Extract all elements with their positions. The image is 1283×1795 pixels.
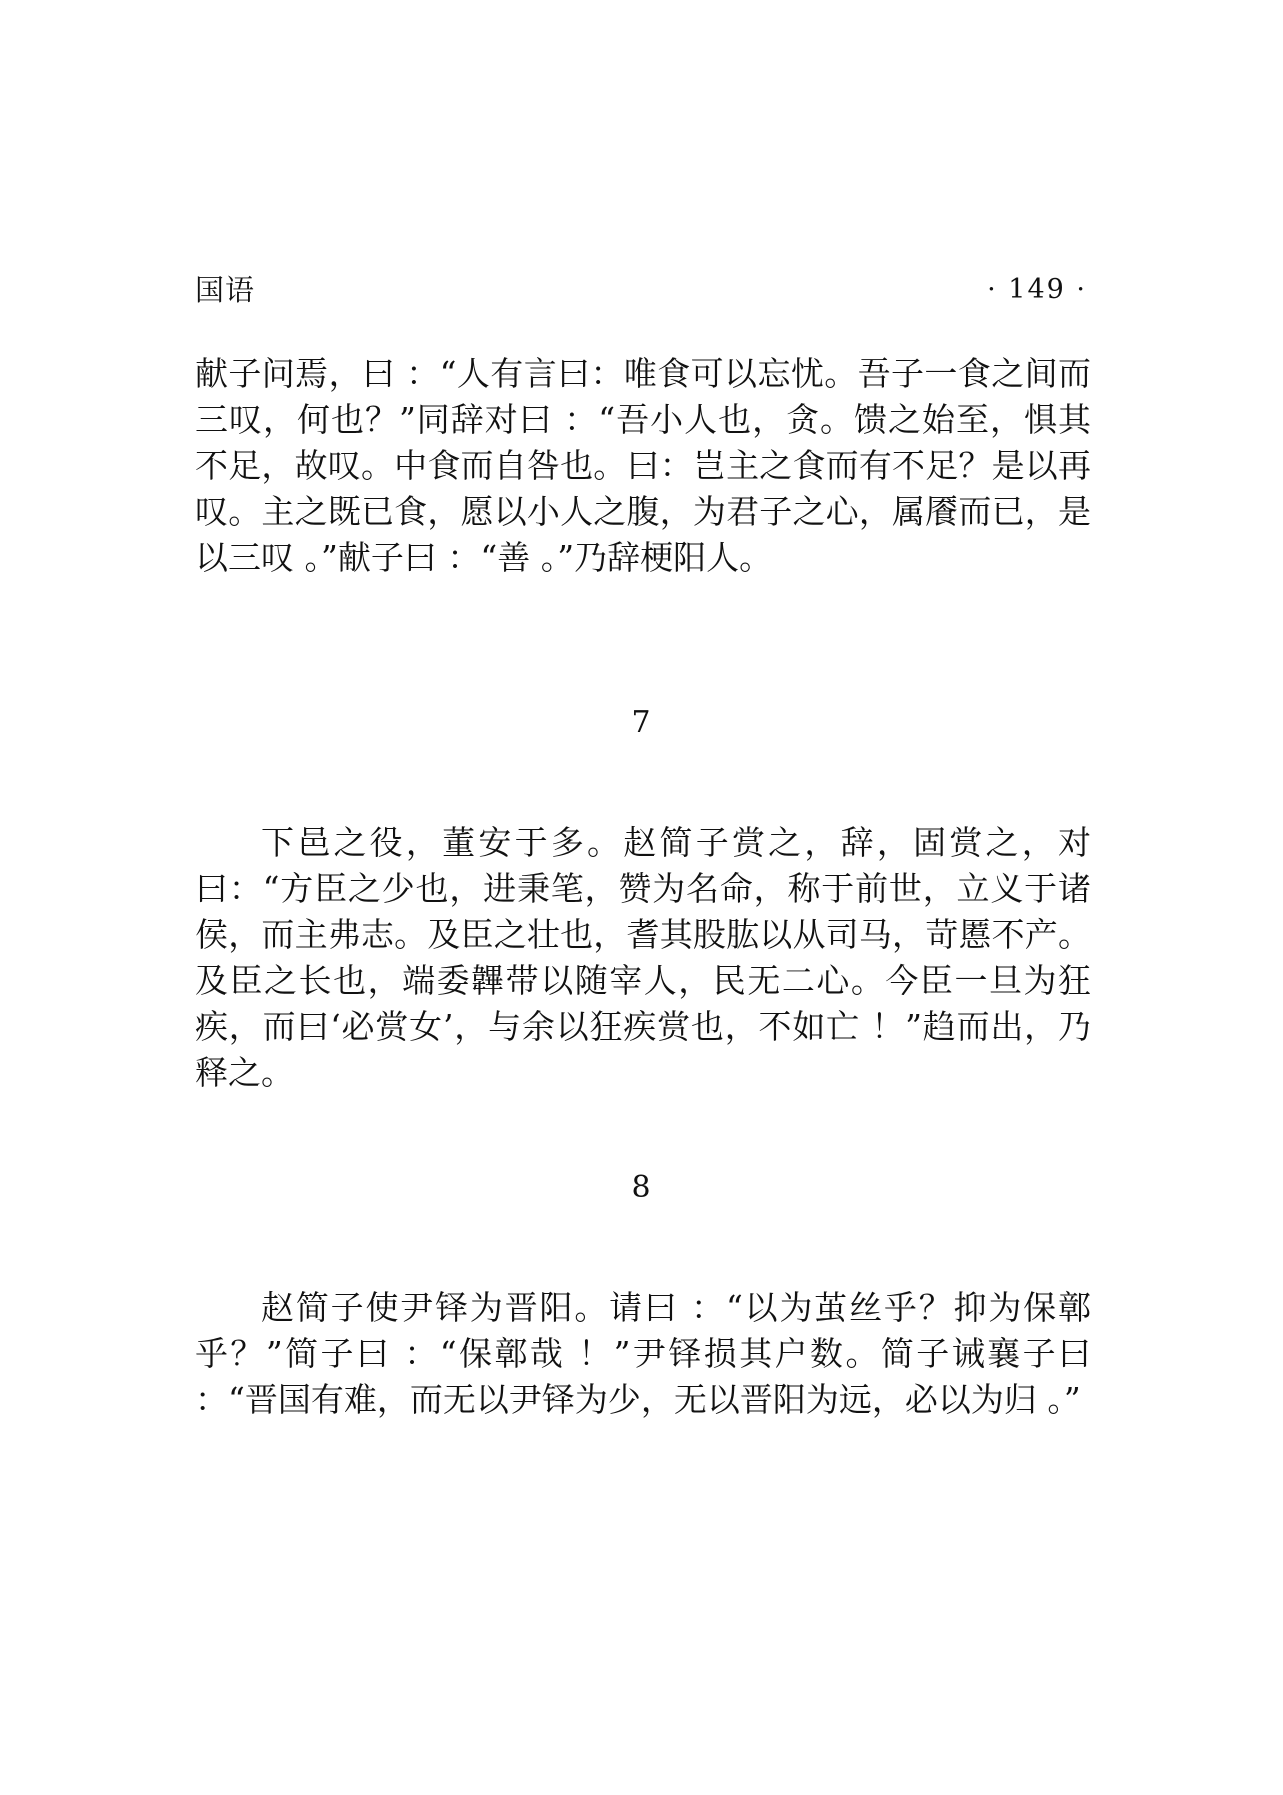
- page-number: · 149 ·: [987, 274, 1087, 305]
- running-header: [195, 268, 1087, 312]
- section-number-7: 7: [631, 705, 651, 740]
- paragraph-continued: 献子问焉，曰 ：“人有言曰：唯食可以忘忧。吾子一食之间而三叹，何也？”同辞对曰 ：“吾小人也，贪。馈之始至，惧其不足，故叹。中食而自咎也。曰：岂主之食而有不足？是以再叹。主之既已食，愿以小人之腹，为君子之心，属餍而已，是以三叹 。”献子曰 ：“善 。”乃辞梗阳人。: [195, 354, 1091, 577]
- section-8-text: 赵简子使尹铎为晋阳。请曰 ：“以为茧丝乎？抑为保鄣乎？”简子曰 ：“保鄣哉 ！”尹铎损其户数。简子诫襄子曰 ：“晋国有难，而无以尹铎为少，无以晋阳为远，必以为归 。”: [195, 1288, 1091, 1419]
- book-title: 国语: [195, 273, 256, 307]
- section-7-text: 下邑之役，董安于多。赵简子赏之，辞，固赏之，对曰：“方臣之少也，进秉笔，赞为名命，称于前世，立义于诸侯，而主弗志。及臣之壮也，耆其股肱以从司马，苛慝不产。及臣之长也，端委韠带以随宰人，民无二心。今臣一旦为狂疾，而曰‘必赏女’，与余以狂疾赏也，不如亡 ！”趋而出，乃释之。: [195, 823, 1091, 1092]
- section-number-8: 8: [631, 1170, 651, 1205]
